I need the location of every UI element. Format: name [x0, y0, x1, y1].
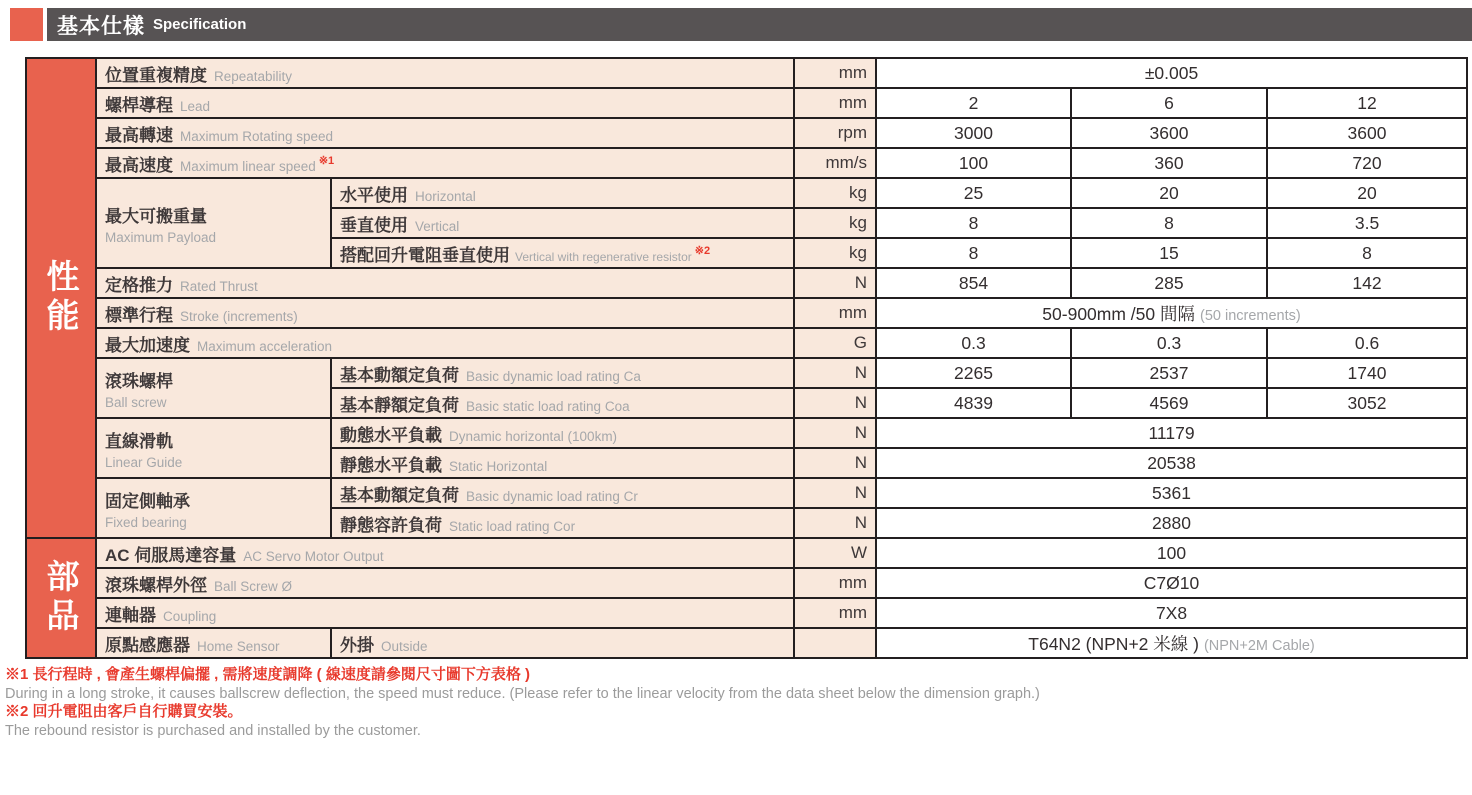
unit-cell: mm — [794, 298, 876, 328]
row-label-ball-screw-od: 滾珠螺桿外徑 Ball Screw Ø — [96, 568, 794, 598]
value-cell: 3000 — [876, 118, 1071, 148]
value-cell: ±0.005 — [876, 58, 1467, 88]
row-label-lead: 螺桿導程 Lead — [96, 88, 794, 118]
value-cell: 4839 — [876, 388, 1071, 418]
value-cell: 2880 — [876, 508, 1467, 538]
table-row — [26, 298, 1467, 328]
row-label-static-horizontal: 靜態水平負載 Static Horizontal — [331, 448, 794, 478]
footnote-1-en: During in a long stroke, it causes ballscrew deflection, the speed must reduce. (Please refer to the linear velocity from the data sheet below the dimension graph.) — [5, 685, 1040, 702]
row-label-max-linear-speed: 最高速度 Maximum linear speed $^{※1}$ — [96, 148, 794, 178]
row-label-repeatability: 位置重複精度 Repeatability — [96, 58, 794, 88]
value-cell: 0.3 — [876, 328, 1071, 358]
value-cell: 2265 — [876, 358, 1071, 388]
footnote-2-zh: ※2 回升電阻由客戶自行購買安裝。 — [5, 702, 243, 720]
value-cell: 0.6 — [1267, 328, 1467, 358]
group-label-max-payload: 最大可搬重量 Maximum Payload — [96, 178, 331, 268]
row-label-dynamic-load-cr: 基本動額定負荷 Basic dynamic load rating Cr — [331, 478, 794, 508]
row-label-stroke: 標準行程 Stroke (increments) — [96, 298, 794, 328]
row-label-static-load-coa: 基本靜額定負荷 Basic static load rating Coa — [331, 388, 794, 418]
row-label-payload-vertical: 垂直使用 Vertical — [331, 208, 794, 238]
table-row — [26, 358, 1467, 388]
row-label-coupling: 連軸器 Coupling — [96, 598, 794, 628]
row-label-rated-thrust: 定格推力 Rated Thrust — [96, 268, 794, 298]
unit-cell: kg — [794, 238, 876, 268]
footnote-mark-2: ※2 — [694, 245, 711, 258]
value-cell: 20538 — [876, 448, 1467, 478]
unit-cell: mm — [794, 598, 876, 628]
value-cell: 0.3 — [1071, 328, 1267, 358]
row-label-max-rotating-speed: 最高轉速 Maximum Rotating speed — [96, 118, 794, 148]
table-row — [26, 268, 1467, 298]
value-cell: C7Ø10 — [876, 568, 1467, 598]
table-row — [26, 328, 1467, 358]
value-cell: 720 — [1267, 148, 1467, 178]
value-cell: 2 — [876, 88, 1071, 118]
unit-cell: N — [794, 358, 876, 388]
table-row — [26, 538, 1467, 568]
value-cell: 5361 — [876, 478, 1467, 508]
footnote-2-en: The rebound resistor is purchased and installed by the customer. — [5, 722, 421, 739]
row-label-dynamic-horizontal: 動態水平負載 Dynamic horizontal (100km) — [331, 418, 794, 448]
value-cell: 6 — [1071, 88, 1267, 118]
table-row — [26, 478, 1467, 508]
unit-cell — [794, 628, 876, 658]
row-label-home-sensor: 原點感應器 Home Sensor — [96, 628, 331, 658]
footnote-mark-1: ※1 — [318, 155, 335, 168]
table-row — [26, 178, 1467, 208]
page-title-zh: 基本仕樣 — [57, 14, 145, 38]
value-cell: 25 — [876, 178, 1071, 208]
section-label-parts-text: 部品 — [42, 559, 80, 637]
table-row — [26, 598, 1467, 628]
row-label-max-acceleration: 最大加速度 Maximum acceleration — [96, 328, 794, 358]
unit-cell: kg — [794, 178, 876, 208]
value-cell: T64N2 (NPN+2 米線 ) (NPN+2M Cable) — [876, 628, 1467, 658]
footnotes — [5, 666, 1472, 740]
table-row — [26, 118, 1467, 148]
value-cell: 3.5 — [1267, 208, 1467, 238]
table-row — [26, 58, 1467, 88]
table-row — [26, 628, 1467, 658]
group-label-ball-screw: 滾珠螺桿 Ball screw — [96, 358, 331, 418]
unit-cell: N — [794, 448, 876, 478]
value-cell: 100 — [876, 538, 1467, 568]
row-label-static-load-cor: 靜態容許負荷 Static load rating Cor — [331, 508, 794, 538]
table-row — [26, 418, 1467, 448]
value-cell: 360 — [1071, 148, 1267, 178]
value-cell: 4569 — [1071, 388, 1267, 418]
unit-cell: mm — [794, 568, 876, 598]
row-label-ac-servo-output: AC 伺服馬達容量 AC Servo Motor Output — [96, 538, 794, 568]
value-cell: 142 — [1267, 268, 1467, 298]
group-label-linear-guide: 直線滑軌 Linear Guide — [96, 418, 331, 478]
unit-cell: kg — [794, 208, 876, 238]
value-cell: 20 — [1267, 178, 1467, 208]
table-row — [26, 148, 1467, 178]
value-cell: 854 — [876, 268, 1071, 298]
table-row — [26, 88, 1467, 118]
value-cell: 8 — [1267, 238, 1467, 268]
row-label-payload-regen-vertical: 搭配回升電阻垂直使用 Vertical with regenerative resistor $^{※2}$ — [331, 238, 794, 268]
unit-cell: G — [794, 328, 876, 358]
group-label-fixed-bearing: 固定側軸承 Fixed bearing — [96, 478, 331, 538]
value-cell: 8 — [876, 208, 1071, 238]
section-label-parts — [26, 538, 96, 658]
row-label-dynamic-load-ca: 基本動額定負荷 Basic dynamic load rating Ca — [331, 358, 794, 388]
page-title-en: Specification — [153, 16, 247, 33]
unit-cell: N — [794, 268, 876, 298]
unit-cell: mm — [794, 58, 876, 88]
value-cell: 8 — [1071, 208, 1267, 238]
spec-table — [25, 57, 1468, 659]
section-label-performance — [26, 58, 96, 538]
unit-cell: N — [794, 508, 876, 538]
value-cell: 7X8 — [876, 598, 1467, 628]
unit-cell: rpm — [794, 118, 876, 148]
value-cell: 2537 — [1071, 358, 1267, 388]
header-accent-square — [10, 8, 43, 41]
value-cell: 50-900mm /50 間隔 (50 increments) — [876, 298, 1467, 328]
unit-cell: N — [794, 418, 876, 448]
row-label-payload-horizontal: 水平使用 Horizontal — [331, 178, 794, 208]
value-cell: 15 — [1071, 238, 1267, 268]
value-cell: 3600 — [1267, 118, 1467, 148]
unit-cell: N — [794, 388, 876, 418]
value-cell: 11179 — [876, 418, 1467, 448]
value-cell: 3600 — [1071, 118, 1267, 148]
value-cell: 3052 — [1267, 388, 1467, 418]
value-cell: 100 — [876, 148, 1071, 178]
value-cell: 285 — [1071, 268, 1267, 298]
value-cell: 1740 — [1267, 358, 1467, 388]
unit-cell: mm — [794, 88, 876, 118]
value-cell: 8 — [876, 238, 1071, 268]
table-row — [26, 568, 1467, 598]
unit-cell: N — [794, 478, 876, 508]
unit-cell: mm/s — [794, 148, 876, 178]
footnote-1-zh: ※1 長行程時 , 會產生螺桿偏擺 , 需將速度調降 ( 線速度請參閱尺寸圖下方表格 ) — [5, 666, 531, 683]
row-label-home-sensor-outside: 外掛 Outside — [331, 628, 794, 658]
unit-cell: W — [794, 538, 876, 568]
header-bar — [47, 8, 1472, 41]
value-cell: 20 — [1071, 178, 1267, 208]
value-cell: 12 — [1267, 88, 1467, 118]
section-label-performance-text: 性能 — [42, 259, 80, 337]
section-header — [0, 8, 1472, 41]
